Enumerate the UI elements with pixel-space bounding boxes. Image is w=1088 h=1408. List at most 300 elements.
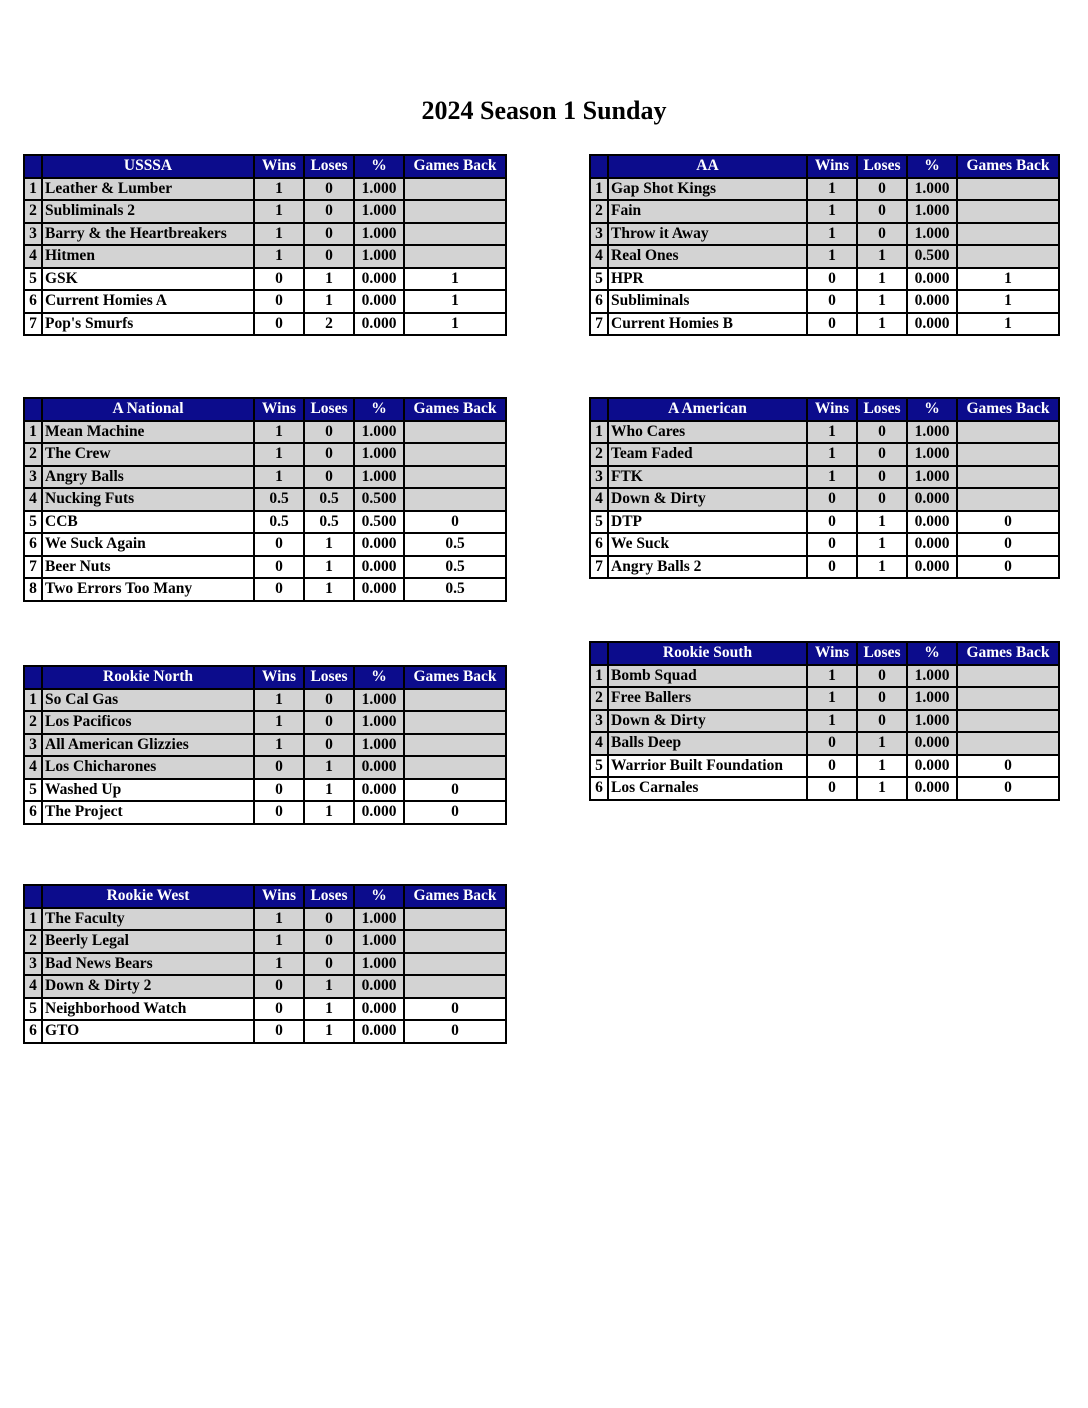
header-loses: Loses xyxy=(304,398,354,421)
rank-cell: 5 xyxy=(590,268,608,291)
team-name: Real Ones xyxy=(608,245,807,268)
wins-cell: 1 xyxy=(254,443,304,466)
rank-cell: 3 xyxy=(24,466,42,489)
pct-cell: 1.000 xyxy=(907,665,957,688)
division-name: Rookie North xyxy=(42,666,254,689)
division-header-row xyxy=(590,398,1059,421)
pct-cell: 0.000 xyxy=(907,313,957,336)
games-back-cell: 0.5 xyxy=(404,533,506,556)
team-name: Angry Balls 2 xyxy=(608,556,807,579)
team-name: Who Cares xyxy=(608,421,807,444)
wins-cell: 0 xyxy=(254,998,304,1021)
rank-cell: 4 xyxy=(24,975,42,998)
loses-cell: 1 xyxy=(304,533,354,556)
games-back-cell xyxy=(957,710,1059,733)
games-back-cell xyxy=(404,930,506,953)
standings-row xyxy=(24,998,506,1021)
team-name: Beerly Legal xyxy=(42,930,254,953)
standings-row xyxy=(590,245,1059,268)
rank-cell: 8 xyxy=(24,578,42,601)
team-name: Neighborhood Watch xyxy=(42,998,254,1021)
standings-row xyxy=(590,665,1059,688)
wins-cell: 0 xyxy=(807,313,857,336)
standings-row xyxy=(24,290,506,313)
loses-cell: 0 xyxy=(857,710,907,733)
header-wins: Wins xyxy=(807,642,857,665)
header-rank-cell xyxy=(24,155,42,178)
wins-cell: 0 xyxy=(807,556,857,579)
header-games-back: Games Back xyxy=(404,666,506,689)
division-name: Rookie South xyxy=(608,642,807,665)
header-loses: Loses xyxy=(857,642,907,665)
wins-cell: 1 xyxy=(807,466,857,489)
loses-cell: 0 xyxy=(304,443,354,466)
wins-cell: 1 xyxy=(254,689,304,712)
header-pct: % xyxy=(907,642,957,665)
rank-cell: 1 xyxy=(24,689,42,712)
standings-row xyxy=(590,488,1059,511)
loses-cell: 0 xyxy=(304,711,354,734)
division-name: USSSA xyxy=(42,155,254,178)
loses-cell: 0 xyxy=(857,687,907,710)
pct-cell: 1.000 xyxy=(907,200,957,223)
header-wins: Wins xyxy=(254,398,304,421)
header-loses: Loses xyxy=(857,398,907,421)
header-rank-cell xyxy=(24,885,42,908)
pct-cell: 0.000 xyxy=(354,313,404,336)
games-back-cell xyxy=(957,732,1059,755)
pct-cell: 1.000 xyxy=(354,245,404,268)
games-back-cell: 0 xyxy=(404,998,506,1021)
games-back-cell xyxy=(404,488,506,511)
header-games-back: Games Back xyxy=(957,155,1059,178)
wins-cell: 1 xyxy=(254,200,304,223)
standings-row xyxy=(24,178,506,201)
standings-row xyxy=(590,268,1059,291)
loses-cell: 1 xyxy=(304,578,354,601)
wins-cell: 0 xyxy=(807,732,857,755)
games-back-cell: 1 xyxy=(404,290,506,313)
pct-cell: 0.000 xyxy=(354,268,404,291)
rank-cell: 4 xyxy=(590,732,608,755)
standings-row xyxy=(590,755,1059,778)
pct-cell: 1.000 xyxy=(354,466,404,489)
rank-cell: 6 xyxy=(24,290,42,313)
loses-cell: 1 xyxy=(857,245,907,268)
standings-row xyxy=(24,1020,506,1043)
pct-cell: 0.500 xyxy=(907,245,957,268)
pct-cell: 0.000 xyxy=(354,801,404,824)
wins-cell: 1 xyxy=(807,421,857,444)
team-name: We Suck Again xyxy=(42,533,254,556)
loses-cell: 0 xyxy=(857,200,907,223)
team-name: Current Homies B xyxy=(608,313,807,336)
pct-cell: 1.000 xyxy=(354,734,404,757)
games-back-cell xyxy=(404,443,506,466)
wins-cell: 1 xyxy=(254,178,304,201)
pct-cell: 1.000 xyxy=(354,930,404,953)
team-name: We Suck xyxy=(608,533,807,556)
division-header-row xyxy=(590,642,1059,665)
pct-cell: 0.000 xyxy=(907,290,957,313)
games-back-cell: 0.5 xyxy=(404,556,506,579)
standings-row xyxy=(24,488,506,511)
rank-cell: 1 xyxy=(24,178,42,201)
games-back-cell: 0 xyxy=(957,556,1059,579)
pct-cell: 0.000 xyxy=(354,1020,404,1043)
wins-cell: 0 xyxy=(254,779,304,802)
wins-cell: 1 xyxy=(807,687,857,710)
division-header-row xyxy=(24,666,506,689)
header-pct: % xyxy=(354,885,404,908)
pct-cell: 1.000 xyxy=(354,200,404,223)
division-name: Rookie West xyxy=(42,885,254,908)
rank-cell: 6 xyxy=(24,801,42,824)
pct-cell: 1.000 xyxy=(354,421,404,444)
wins-cell: 0.5 xyxy=(254,511,304,534)
pct-cell: 1.000 xyxy=(354,443,404,466)
wins-cell: 0 xyxy=(254,313,304,336)
standings-row xyxy=(590,533,1059,556)
header-loses: Loses xyxy=(304,155,354,178)
standings-table-a-american xyxy=(589,397,1060,579)
team-name: Subliminals xyxy=(608,290,807,313)
loses-cell: 0 xyxy=(304,953,354,976)
loses-cell: 0 xyxy=(304,200,354,223)
games-back-cell: 0 xyxy=(404,1020,506,1043)
games-back-cell xyxy=(404,689,506,712)
team-name: Subliminals 2 xyxy=(42,200,254,223)
wins-cell: 0 xyxy=(807,511,857,534)
wins-cell: 0 xyxy=(254,268,304,291)
wins-cell: 0 xyxy=(807,777,857,800)
loses-cell: 1 xyxy=(304,801,354,824)
division-header-row xyxy=(590,155,1059,178)
team-name: Pop's Smurfs xyxy=(42,313,254,336)
header-loses: Loses xyxy=(304,885,354,908)
loses-cell: 1 xyxy=(304,756,354,779)
wins-cell: 1 xyxy=(254,953,304,976)
rank-cell: 2 xyxy=(590,443,608,466)
wins-cell: 0 xyxy=(254,801,304,824)
wins-cell: 1 xyxy=(254,930,304,953)
loses-cell: 0.5 xyxy=(304,511,354,534)
header-rank-cell xyxy=(24,666,42,689)
loses-cell: 1 xyxy=(857,313,907,336)
standings-table-rookie-south xyxy=(589,641,1060,801)
rank-cell: 7 xyxy=(24,313,42,336)
rank-cell: 6 xyxy=(24,533,42,556)
pct-cell: 0.000 xyxy=(354,998,404,1021)
loses-cell: 0 xyxy=(857,466,907,489)
header-pct: % xyxy=(354,666,404,689)
header-games-back: Games Back xyxy=(404,398,506,421)
team-name: Bomb Squad xyxy=(608,665,807,688)
rank-cell: 6 xyxy=(590,533,608,556)
rank-cell: 7 xyxy=(24,556,42,579)
header-wins: Wins xyxy=(807,398,857,421)
pct-cell: 0.000 xyxy=(354,290,404,313)
team-name: Warrior Built Foundation xyxy=(608,755,807,778)
pct-cell: 0.000 xyxy=(907,488,957,511)
standings-table-aa xyxy=(589,154,1060,336)
wins-cell: 1 xyxy=(254,711,304,734)
standings-row xyxy=(24,953,506,976)
team-name: Leather & Lumber xyxy=(42,178,254,201)
rank-cell: 3 xyxy=(590,223,608,246)
wins-cell: 1 xyxy=(254,223,304,246)
pct-cell: 0.000 xyxy=(907,556,957,579)
pct-cell: 0.500 xyxy=(354,511,404,534)
pct-cell: 0.000 xyxy=(354,975,404,998)
games-back-cell xyxy=(957,443,1059,466)
loses-cell: 0 xyxy=(304,689,354,712)
rank-cell: 6 xyxy=(24,1020,42,1043)
standings-row xyxy=(24,930,506,953)
standings-row xyxy=(24,421,506,444)
loses-cell: 1 xyxy=(857,777,907,800)
rank-cell: 5 xyxy=(24,998,42,1021)
team-name: Down & Dirty xyxy=(608,710,807,733)
pct-cell: 0.000 xyxy=(354,779,404,802)
games-back-cell: 1 xyxy=(404,268,506,291)
wins-cell: 1 xyxy=(254,245,304,268)
header-games-back: Games Back xyxy=(404,885,506,908)
games-back-cell xyxy=(404,975,506,998)
team-name: Current Homies A xyxy=(42,290,254,313)
loses-cell: 0 xyxy=(857,421,907,444)
standings-table-usssa xyxy=(23,154,507,336)
standings-table-rookie-north xyxy=(23,665,507,825)
team-name: Balls Deep xyxy=(608,732,807,755)
team-name: GSK xyxy=(42,268,254,291)
division-name: A National xyxy=(42,398,254,421)
team-name: Barry & the Heartbreakers xyxy=(42,223,254,246)
standings-row xyxy=(590,687,1059,710)
loses-cell: 0 xyxy=(304,908,354,931)
team-name: Throw it Away xyxy=(608,223,807,246)
pct-cell: 1.000 xyxy=(354,689,404,712)
rank-cell: 2 xyxy=(590,687,608,710)
standings-row xyxy=(590,556,1059,579)
loses-cell: 1 xyxy=(304,1020,354,1043)
standings-row xyxy=(590,200,1059,223)
standings-row xyxy=(24,908,506,931)
standings-row xyxy=(24,779,506,802)
standings-row xyxy=(24,200,506,223)
header-rank-cell xyxy=(590,398,608,421)
team-name: GTO xyxy=(42,1020,254,1043)
games-back-cell xyxy=(404,908,506,931)
games-back-cell xyxy=(957,665,1059,688)
games-back-cell xyxy=(957,178,1059,201)
games-back-cell: 1 xyxy=(957,290,1059,313)
games-back-cell xyxy=(957,223,1059,246)
games-back-cell: 0 xyxy=(957,511,1059,534)
games-back-cell xyxy=(404,953,506,976)
wins-cell: 0 xyxy=(254,533,304,556)
loses-cell: 0 xyxy=(304,930,354,953)
header-games-back: Games Back xyxy=(404,155,506,178)
standings-row xyxy=(24,511,506,534)
rank-cell: 5 xyxy=(590,511,608,534)
standings-table-a-national xyxy=(23,397,507,602)
rank-cell: 3 xyxy=(24,953,42,976)
rank-cell: 3 xyxy=(24,223,42,246)
standings-row xyxy=(590,443,1059,466)
standings-row xyxy=(24,268,506,291)
pct-cell: 1.000 xyxy=(354,711,404,734)
pct-cell: 0.000 xyxy=(907,511,957,534)
games-back-cell xyxy=(404,711,506,734)
pct-cell: 0.500 xyxy=(354,488,404,511)
wins-cell: 0 xyxy=(254,756,304,779)
team-name: Nucking Futs xyxy=(42,488,254,511)
team-name: Beer Nuts xyxy=(42,556,254,579)
rank-cell: 6 xyxy=(590,777,608,800)
team-name: FTK xyxy=(608,466,807,489)
header-wins: Wins xyxy=(807,155,857,178)
standings-row xyxy=(590,313,1059,336)
division-header-row xyxy=(24,885,506,908)
rank-cell: 5 xyxy=(24,268,42,291)
pct-cell: 0.000 xyxy=(907,533,957,556)
games-back-cell xyxy=(957,488,1059,511)
pct-cell: 0.000 xyxy=(907,732,957,755)
loses-cell: 1 xyxy=(857,533,907,556)
games-back-cell xyxy=(957,245,1059,268)
team-name: Team Faded xyxy=(608,443,807,466)
division-name: A American xyxy=(608,398,807,421)
team-name: DTP xyxy=(608,511,807,534)
header-pct: % xyxy=(354,398,404,421)
standings-row xyxy=(24,245,506,268)
games-back-cell: 0 xyxy=(404,801,506,824)
games-back-cell: 0 xyxy=(957,777,1059,800)
pct-cell: 1.000 xyxy=(354,908,404,931)
team-name: Angry Balls xyxy=(42,466,254,489)
standings-row xyxy=(24,711,506,734)
team-name: Gap Shot Kings xyxy=(608,178,807,201)
standings-row xyxy=(24,556,506,579)
rank-cell: 4 xyxy=(590,245,608,268)
wins-cell: 1 xyxy=(254,908,304,931)
pct-cell: 1.000 xyxy=(907,443,957,466)
standings-row xyxy=(24,578,506,601)
standings-row xyxy=(24,734,506,757)
header-rank-cell xyxy=(590,155,608,178)
games-back-cell: 0 xyxy=(404,779,506,802)
loses-cell: 0 xyxy=(304,223,354,246)
pct-cell: 0.000 xyxy=(907,777,957,800)
wins-cell: 1 xyxy=(807,245,857,268)
standings-row xyxy=(590,466,1059,489)
loses-cell: 0 xyxy=(857,665,907,688)
loses-cell: 0 xyxy=(857,223,907,246)
wins-cell: 0 xyxy=(807,290,857,313)
pct-cell: 1.000 xyxy=(907,178,957,201)
header-pct: % xyxy=(907,155,957,178)
team-name: CCB xyxy=(42,511,254,534)
loses-cell: 2 xyxy=(304,313,354,336)
pct-cell: 0.000 xyxy=(907,268,957,291)
rank-cell: 1 xyxy=(24,908,42,931)
header-rank-cell xyxy=(590,642,608,665)
pct-cell: 1.000 xyxy=(907,223,957,246)
team-name: Free Ballers xyxy=(608,687,807,710)
standings-row xyxy=(24,689,506,712)
division-header-row xyxy=(24,155,506,178)
standings-row xyxy=(590,178,1059,201)
rank-cell: 1 xyxy=(590,421,608,444)
rank-cell: 5 xyxy=(24,779,42,802)
standings-row xyxy=(590,511,1059,534)
rank-cell: 4 xyxy=(24,488,42,511)
rank-cell: 2 xyxy=(24,443,42,466)
rank-cell: 4 xyxy=(24,756,42,779)
pct-cell: 1.000 xyxy=(907,687,957,710)
games-back-cell xyxy=(404,200,506,223)
games-back-cell xyxy=(404,245,506,268)
standings-row xyxy=(24,801,506,824)
loses-cell: 0 xyxy=(857,488,907,511)
page-title: 2024 Season 1 Sunday xyxy=(421,96,667,125)
pct-cell: 1.000 xyxy=(907,466,957,489)
pct-cell: 1.000 xyxy=(907,421,957,444)
rank-cell: 5 xyxy=(590,755,608,778)
loses-cell: 1 xyxy=(857,732,907,755)
standings-row xyxy=(24,756,506,779)
loses-cell: 0 xyxy=(857,178,907,201)
pct-cell: 1.000 xyxy=(907,710,957,733)
pct-cell: 0.000 xyxy=(354,578,404,601)
rank-cell: 7 xyxy=(590,556,608,579)
rank-cell: 3 xyxy=(590,710,608,733)
rank-cell: 1 xyxy=(24,421,42,444)
team-name: Washed Up xyxy=(42,779,254,802)
games-back-cell xyxy=(404,466,506,489)
team-name: Fain xyxy=(608,200,807,223)
wins-cell: 1 xyxy=(254,466,304,489)
loses-cell: 1 xyxy=(304,998,354,1021)
games-back-cell xyxy=(957,200,1059,223)
wins-cell: 0 xyxy=(254,578,304,601)
standings-row xyxy=(590,777,1059,800)
rank-cell: 6 xyxy=(590,290,608,313)
games-back-cell: 0 xyxy=(404,511,506,534)
games-back-cell xyxy=(404,178,506,201)
games-back-cell xyxy=(404,756,506,779)
team-name: Down & Dirty 2 xyxy=(42,975,254,998)
games-back-cell xyxy=(404,223,506,246)
wins-cell: 0 xyxy=(254,290,304,313)
games-back-cell: 1 xyxy=(957,268,1059,291)
team-name: The Project xyxy=(42,801,254,824)
team-name: All American Glizzies xyxy=(42,734,254,757)
header-pct: % xyxy=(354,155,404,178)
rank-cell: 5 xyxy=(24,511,42,534)
loses-cell: 0 xyxy=(304,734,354,757)
wins-cell: 1 xyxy=(254,734,304,757)
games-back-cell: 0 xyxy=(957,533,1059,556)
wins-cell: 0 xyxy=(254,1020,304,1043)
pct-cell: 0.000 xyxy=(354,756,404,779)
loses-cell: 1 xyxy=(304,290,354,313)
header-games-back: Games Back xyxy=(957,642,1059,665)
rank-cell: 1 xyxy=(590,178,608,201)
games-back-cell: 0 xyxy=(957,755,1059,778)
loses-cell: 1 xyxy=(857,556,907,579)
